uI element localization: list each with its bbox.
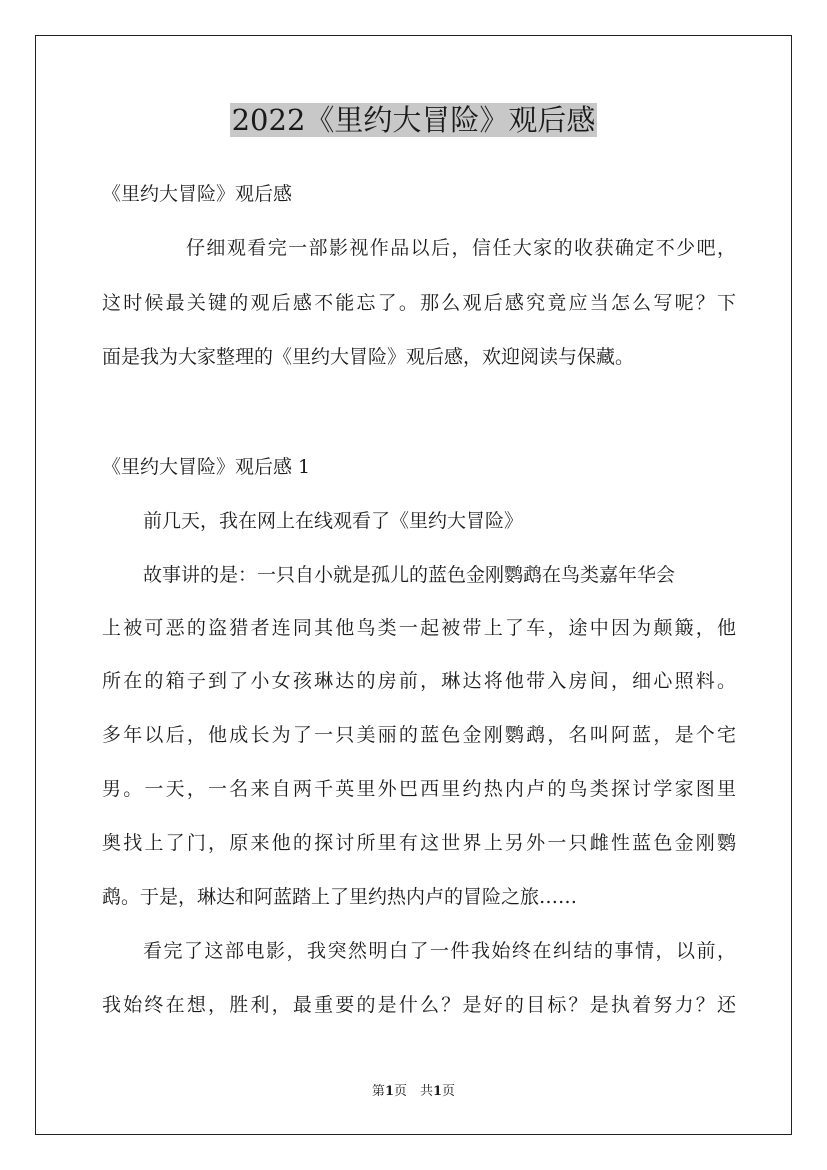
paragraph-2-line-2: 上被可恶的盗猎者连同其他鸟类一起被带上了车，途中因为颠簸，他 (102, 617, 736, 639)
paragraph-2-line-4: 多年以后，他成长为了一只美丽的蓝色金刚鹦鹉，名叫阿蓝，是个宅 (102, 724, 736, 746)
paragraph-2-line-6: 奥找上了门，原来他的探讨所里有这世界上另外一只雌性蓝色金刚鹦 (102, 832, 736, 854)
section-heading: 《里约大冒险》观后感 1 (102, 456, 311, 478)
page-footer (0, 1083, 827, 1101)
paragraph-3-line-2: 我始终在想，胜利，最重要的是什么？是好的目标？是执着努力？还 (102, 994, 736, 1016)
intro-line-2: 这时候最关键的观后感不能忘了。那么观后感究竟应当怎么写呢？下 (102, 292, 736, 314)
footer-prefix: 第 (371, 1084, 385, 1099)
intro-line-3: 面是我为大家整理的《里约大冒险》观后感，欢迎阅读与保藏。 (102, 346, 635, 368)
footer-suffix: 页 (442, 1084, 456, 1099)
paragraph-1: 前几天，我在网上在线观看了《里约大冒险》 (143, 510, 524, 532)
footer-page-number: 1 (384, 1084, 394, 1099)
document-title (0, 100, 827, 140)
footer-middle: 页 共 (393, 1084, 433, 1099)
title-highlight: 2022《里约大冒险》观后感 (231, 103, 596, 137)
paragraph-2-line-7: 鹉。于是，琳达和阿蓝踏上了里约热内卢的冒险之旅…… (102, 886, 578, 908)
intro-line-1: 仔细观看完一部影视作品以后，信任大家的收获确定不少吧， (186, 237, 736, 259)
paragraph-2-line-3: 所在的箱子到了小女孩琳达的房前，琳达将他带入房间，细心照料。 (102, 670, 736, 692)
paragraph-2-line-1: 故事讲的是：一只自小就是孤儿的蓝色金刚鹦鹉在鸟类嘉年华会 (143, 564, 676, 586)
paragraph-3-line-1: 看完了这部电影，我突然明白了一件我始终在纠结的事情，以前， (143, 940, 736, 962)
paragraph-2-line-5: 男。一天，一名来自两千英里外巴西里约热内卢的鸟类探讨学家图里 (102, 778, 736, 800)
footer-total-pages: 1 (433, 1084, 443, 1099)
document-subtitle: 《里约大冒险》观后感 (102, 183, 293, 205)
